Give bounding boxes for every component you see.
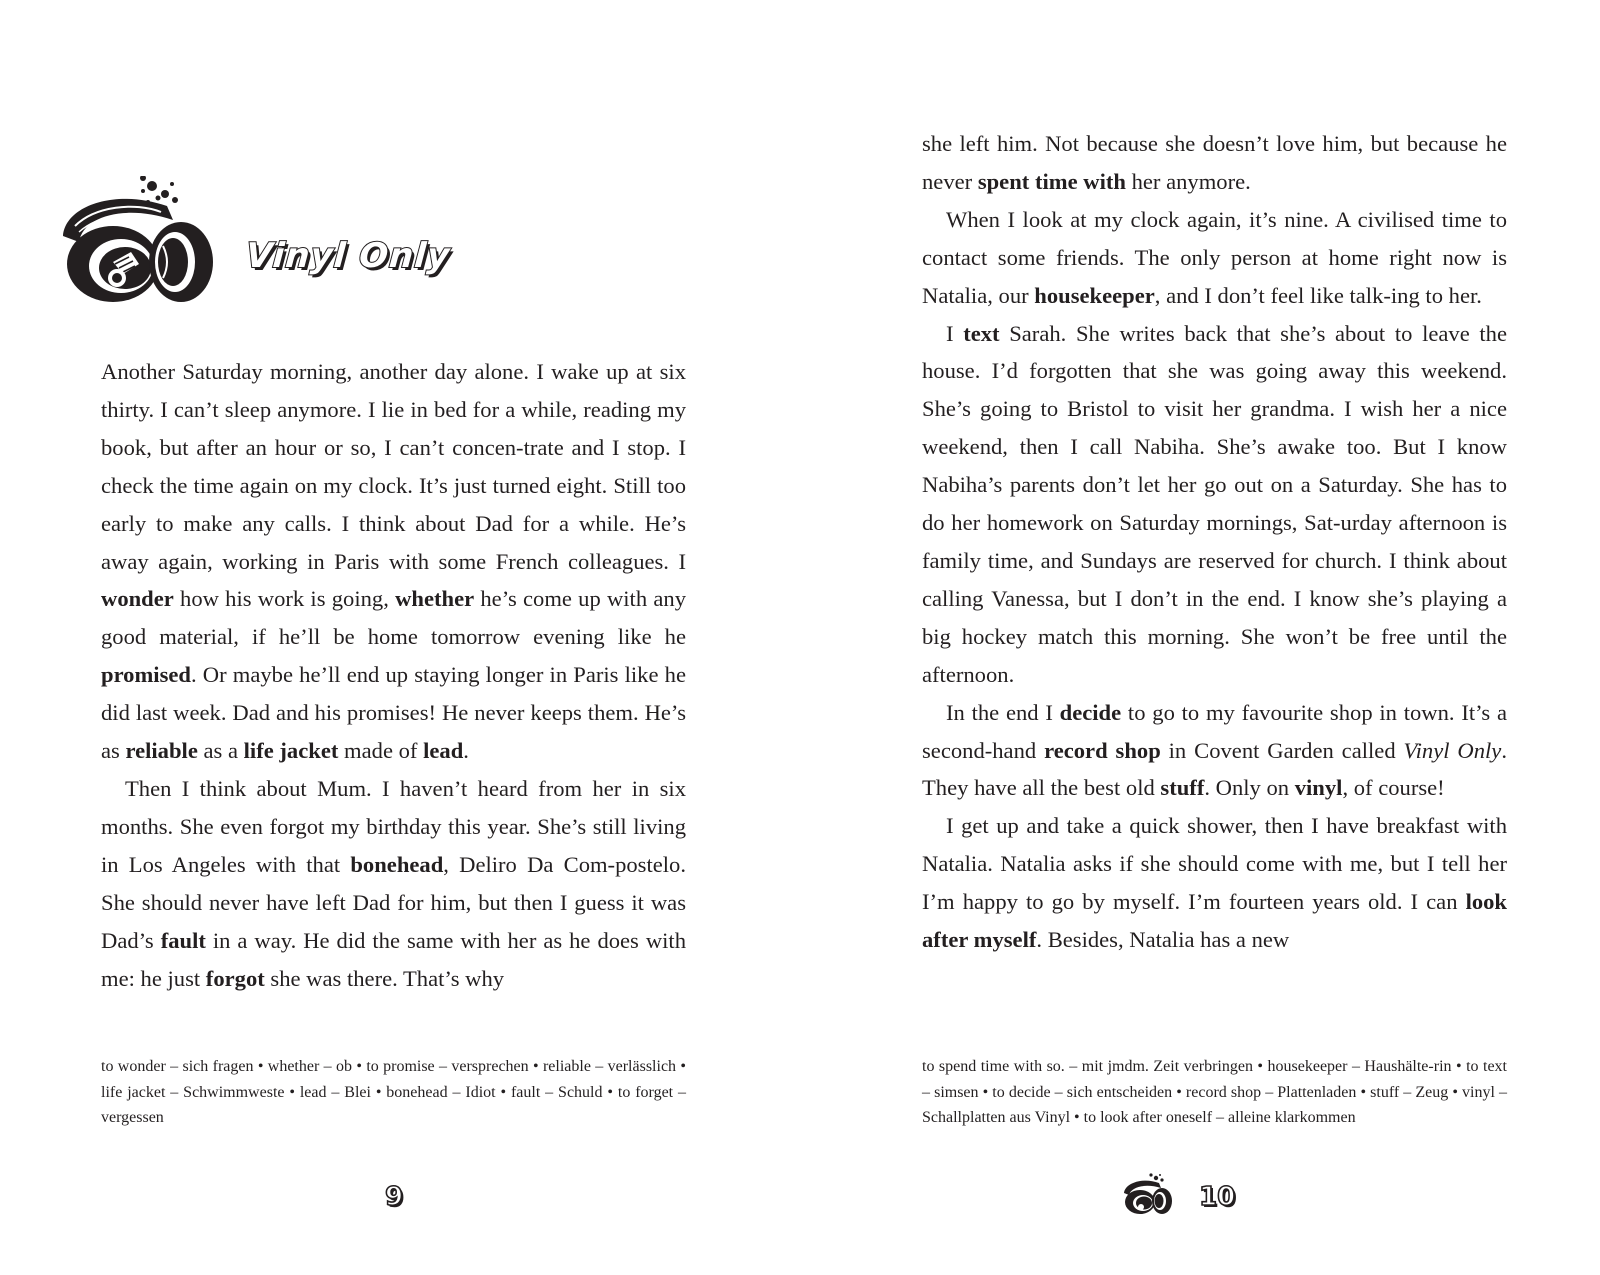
right-body-text <box>922 125 1507 959</box>
text-run: as a <box>197 738 244 764</box>
chapter-title: Vinyl Only <box>244 236 452 276</box>
paragraph <box>101 353 686 770</box>
right-footnote: to spend time with so. – mit jmdm. Zeit verbringen • housekeeper – Haushälte-rin • to text – simsen • to decide – sich entscheiden • record shop – Plattenladen • stuff – Zeug • vinyl – Schallplatten aus Vinyl • to look after oneself – alleine klarkommen <box>922 1058 1507 1126</box>
text-run: In the end I <box>946 699 1060 725</box>
vocab-term: decide <box>1059 699 1122 725</box>
page-number: 10 <box>1199 1182 1236 1212</box>
paragraph <box>922 694 1507 808</box>
vocab-term: stuff <box>1160 775 1205 801</box>
text-run: , of course! <box>1342 775 1445 801</box>
headphones-icon <box>55 176 215 306</box>
left-footnote: to wonder – sich fragen • whether – ob • to promise – versprechen • reliable – verlässlich • life jacket – Schwimmweste • lead – Blei • bonehead – Idiot • fault – Schuld • to forget – vergessen <box>101 1058 686 1126</box>
vocab-term: bonehead <box>350 851 444 877</box>
vocab-term: life jacket <box>243 738 339 764</box>
paragraph <box>922 201 1507 315</box>
text-run: Sarah. She writes back that she’s about to leave the house. I’d forgotten that she was going away this weekend. She’s going to Bristol to visit her grandma. I wish her a nice weekend, then I call Nabiha. She’s awake too. But I know Nabiha’s parents don’t let her go out on a Saturday. She has to do her homework on Saturday mornings, Sat-urday afternoon is family time, and Sundays are reserved for church. I think about calling Vanessa, but I don’t in the end. I know she’s playing a big hockey match this morning. She won’t be free until the afternoon. <box>922 320 1507 687</box>
text-run: in Covent Garden called <box>1160 737 1404 763</box>
vocab-term: spent time with <box>977 168 1126 194</box>
text-run: I <box>946 320 964 346</box>
text-run: how his work is going, <box>173 586 396 612</box>
title-italic: Vinyl Only <box>1403 737 1502 763</box>
text-run: to go to my favourite shop in town. It’s a second-hand <box>922 699 1508 763</box>
text-run: in a way. He did the same with her as he does with me: he just <box>101 927 686 991</box>
left-body-text <box>101 353 686 997</box>
page-number: 9 <box>385 1182 404 1212</box>
vocab-term: forgot <box>205 965 265 991</box>
text-run: made of <box>338 738 424 764</box>
text-run: she left him. Not because she doesn’t love him, but because he never <box>922 131 1507 194</box>
text-run: . Besides, Natalia has a new <box>1036 927 1290 953</box>
vocab-term: whether <box>395 586 475 612</box>
vocab-term: promised <box>101 662 191 688</box>
text-run: When I look at my clock again, it’s nine. A civilised time to contact some friends. The only person at home right now is Natalia, our <box>922 206 1507 308</box>
text-run: I get up and take a quick shower, then I have breakfast with Natalia. Natalia asks if she should come with me, but I tell her I’m happy to go by myself. I’m fourteen years old. I can <box>922 813 1507 915</box>
vocab-term: reliable <box>125 738 198 764</box>
text-run: her anymore. <box>1125 168 1251 194</box>
text-run: , and I don’t feel like talk-ing to her. <box>1154 282 1482 308</box>
paragraph <box>922 125 1507 201</box>
right-page <box>800 0 1600 1275</box>
text-run: he’s come up with any good material, if he’ll be home tomorrow evening like he <box>101 586 686 650</box>
text-run: . <box>463 738 469 764</box>
vocab-term: housekeeper <box>1034 282 1155 308</box>
vocab-term: fault <box>160 927 206 953</box>
headphones-icon <box>1121 1173 1173 1215</box>
vocab-term: vinyl <box>1294 775 1343 801</box>
text-run: she was there. That’s why <box>264 965 505 991</box>
paragraph <box>101 770 686 997</box>
text-run: . They have all the best old <box>922 737 1507 801</box>
text-run: . Only on <box>1204 775 1295 801</box>
vocab-term: lead <box>423 738 464 764</box>
paragraph <box>922 807 1507 959</box>
text-run: , Deliro Da Com-postelo. She should never have left Dad for him, but then I guess it was Dad’s <box>101 851 687 953</box>
text-run: Then I think about Mum. I haven’t heard from her in six months. She even forgot my birthday this year. She’s still living in Los Angeles with that <box>101 775 686 877</box>
paragraph <box>922 315 1507 694</box>
vocab-term: wonder <box>101 586 174 612</box>
vocab-term: text <box>963 320 1000 346</box>
text-run: Another Saturday morning, another day alone. I wake up at six thirty. I can’t sleep anymore. I lie in bed for a while, reading my book, but after an hour or so, I can’t concen-trate and I stop. I check the time again on my clock. It’s just turned eight. Still too early to make any calls. I think about Dad for a while. He’s away again, working in Paris with some French colleagues. I <box>101 359 686 574</box>
vocab-term: look after myself <box>922 889 1507 953</box>
vocab-term: record shop <box>1044 737 1161 763</box>
text-run: . Or maybe he’ll end up staying longer in Paris like he did last week. Dad and his promises! He never keeps them. He’s as <box>101 662 686 764</box>
